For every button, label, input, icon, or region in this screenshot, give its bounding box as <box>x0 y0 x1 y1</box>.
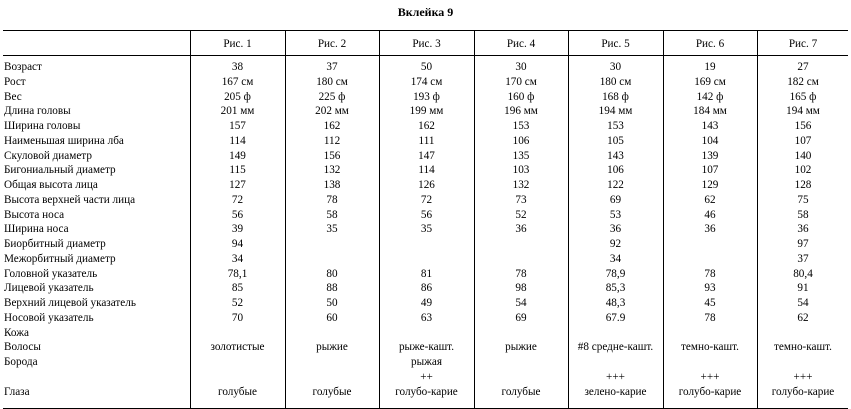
table-cell: 50 <box>420 61 433 73</box>
table-cell <box>474 252 568 267</box>
table-cell: 52 <box>515 208 527 221</box>
row-label: Скуловой диаметр <box>4 149 92 162</box>
table-cell: 45 <box>704 297 716 309</box>
table-cell: голубые <box>312 385 352 398</box>
table-cell: 67.9 <box>605 311 626 324</box>
table-cell: 37 <box>797 252 809 265</box>
table-cell: 127 <box>229 179 246 191</box>
table-cell: 34 <box>231 252 244 265</box>
table-cell: 72 <box>420 193 433 206</box>
table-cell: 139 <box>701 149 719 162</box>
table-cell: 91 <box>797 282 809 295</box>
table-cell: 225 ф <box>318 90 346 103</box>
table-cell: 162 <box>323 120 341 132</box>
row-label: Высота верхней части лица <box>4 193 136 206</box>
table-cell: 160 ф <box>507 90 535 103</box>
table-cell <box>474 355 568 370</box>
table-cell: 165 ф <box>789 90 817 103</box>
table-cell: рыже-кашт. <box>398 341 455 354</box>
table-cell <box>568 355 663 370</box>
table-cell <box>190 370 285 385</box>
table-cell: 86 <box>420 282 433 295</box>
table-cell: 60 <box>326 311 338 324</box>
table-cell: 53 <box>609 208 622 221</box>
column-header: Рис. 1 <box>223 38 252 50</box>
table-cell: зелено-карие <box>584 385 647 398</box>
table-cell: 126 <box>418 179 435 191</box>
table-cell: рыжие <box>316 341 348 354</box>
table-cell: 182 см <box>787 75 819 88</box>
table-cell: 167 см <box>221 75 254 88</box>
table-cell: 72 <box>231 193 244 206</box>
column-header: Рис. 5 <box>601 38 630 50</box>
table-cell <box>190 355 285 370</box>
row-label: Лицевой указатель <box>4 282 94 295</box>
table-cell: голубо-карие <box>678 385 742 398</box>
table-cell: 36 <box>704 223 716 236</box>
table-cell: 92 <box>609 238 622 250</box>
table-cell: 38 <box>231 61 244 73</box>
table-cell: 132 <box>512 179 530 191</box>
table-cell: рыжие <box>505 341 537 354</box>
table-cell: 168 ф <box>602 90 629 103</box>
table-cell: +++ <box>606 370 625 383</box>
table-cell <box>285 355 379 370</box>
table-cell: 205 ф <box>224 90 251 103</box>
table-cell: 70 <box>231 311 244 324</box>
table-cell <box>663 326 757 341</box>
table-cell: 93 <box>704 282 716 295</box>
table-cell: 78,1 <box>227 267 248 280</box>
table-cell: 56 <box>231 208 244 221</box>
table-cell: 128 <box>794 179 812 191</box>
table-cell: 19 <box>704 61 716 73</box>
table-cell <box>474 237 568 252</box>
table-cell: 78 <box>704 267 716 280</box>
table-cell: 135 <box>512 149 530 162</box>
table-cell: 78 <box>515 267 527 280</box>
table-cell: 85 <box>231 282 244 295</box>
row-label: Головной указатель <box>4 267 98 280</box>
table-cell: 30 <box>609 61 622 73</box>
table-header-rule <box>3 55 848 56</box>
table-cell <box>285 370 379 385</box>
row-label: Верхний лицевой указатель <box>4 297 136 309</box>
table-cell: 199 мм <box>409 105 444 118</box>
table-cell: 36 <box>515 223 527 236</box>
row-label: Высота носа <box>4 208 65 221</box>
table-cell: 153 <box>512 120 530 132</box>
table-cell: 157 <box>229 120 246 132</box>
table-cell: #8 средне-кашт. <box>577 341 654 354</box>
table-cell: 196 мм <box>504 105 538 118</box>
table-cell: 81 <box>420 267 433 280</box>
row-label: Борода <box>4 356 38 368</box>
table-cell <box>285 252 379 267</box>
table-cell: 85,3 <box>605 282 626 295</box>
table-cell: 49 <box>420 297 433 309</box>
table-cell: 107 <box>794 134 812 147</box>
row-label: Волосы <box>4 341 41 354</box>
table-cell: голубые <box>218 385 257 398</box>
table-cell: голубо-карие <box>771 385 835 398</box>
table-cell: 156 <box>323 149 341 162</box>
table-cell: 162 <box>418 120 435 132</box>
table-cell: 36 <box>797 223 809 236</box>
table-cell: 75 <box>797 193 809 206</box>
table-cell: 147 <box>418 149 435 162</box>
column-header: Рис. 3 <box>412 38 441 50</box>
table-cell: 62 <box>704 193 716 206</box>
table-cell: 156 <box>794 120 812 132</box>
table-cell: 107 <box>701 164 719 177</box>
table-cell: 129 <box>701 179 719 191</box>
table-cell: +++ <box>793 370 813 383</box>
table-cell: 174 см <box>410 75 443 88</box>
table-cell: 94 <box>231 238 244 250</box>
table-caption: Вклейка 9 <box>397 5 454 19</box>
table-cell <box>568 326 663 341</box>
table-cell: 111 <box>418 134 435 147</box>
table-cell: ++ <box>420 370 433 383</box>
row-label: Бигониальный диаметр <box>4 164 116 177</box>
row-label: Возраст <box>4 61 42 73</box>
table-cell: 180 см <box>599 75 632 88</box>
table-cell: 58 <box>797 208 809 221</box>
table-cell: 35 <box>420 223 433 236</box>
table-cell <box>663 355 757 370</box>
table-cell: 58 <box>326 208 338 221</box>
table-cell: 73 <box>515 193 527 206</box>
table-cell: 69 <box>515 311 527 324</box>
column-header: Рис. 6 <box>695 38 725 50</box>
table-cell <box>285 237 379 252</box>
table-cell <box>190 326 285 341</box>
table-cell: 106 <box>607 164 624 177</box>
table-cell: 54 <box>797 297 809 309</box>
table-cell: 78 <box>326 193 338 206</box>
table-cell: 102 <box>794 164 812 177</box>
row-label: Глаза <box>4 385 30 398</box>
row-label: Наименьшая ширина лба <box>4 134 124 147</box>
table-cell: 170 см <box>505 75 537 88</box>
table-cell: темно-кашт. <box>681 341 739 354</box>
table-cell: 63 <box>420 311 433 324</box>
table-cell: 48,3 <box>605 297 626 309</box>
table-cell: 104 <box>701 134 719 147</box>
table-cell: темно-кашт. <box>774 341 832 354</box>
table-cell: 149 <box>229 149 246 162</box>
table-cell: 115 <box>229 164 246 177</box>
table-cell: +++ <box>700 370 720 383</box>
table-cell <box>474 370 568 385</box>
table-top-rule <box>3 30 848 31</box>
table-cell: 39 <box>231 223 244 236</box>
row-label <box>4 370 189 385</box>
row-label: Вес <box>4 90 22 103</box>
table-cell: 88 <box>326 282 338 295</box>
table-cell: 97 <box>797 238 809 250</box>
row-label: Межорбитный диаметр <box>4 252 116 265</box>
table-cell: 122 <box>607 179 624 191</box>
table-cell: 80 <box>326 267 338 280</box>
table-cell: 56 <box>420 208 433 221</box>
table-cell: 143 <box>607 149 624 162</box>
table-cell <box>757 355 849 370</box>
table-cell: 62 <box>797 311 809 324</box>
table-cell: 78,9 <box>605 267 626 280</box>
table-cell: 35 <box>326 223 338 236</box>
table-cell: 194 мм <box>786 105 820 118</box>
table-cell: 36 <box>609 223 622 236</box>
table-cell: 112 <box>323 134 341 147</box>
table-cell: 180 см <box>316 75 348 88</box>
table-cell <box>379 252 474 267</box>
table-cell <box>285 326 379 341</box>
table-cell: 105 <box>607 134 624 147</box>
row-label: Ширина носа <box>4 223 69 236</box>
row-label: Рост <box>4 75 26 88</box>
table-cell: 50 <box>326 297 338 309</box>
table-cell: рыжая <box>411 356 442 368</box>
table-cell: голубо-карие <box>395 385 458 398</box>
table-cell: 202 мм <box>315 105 349 118</box>
table-cell: 194 мм <box>598 105 633 118</box>
table-cell: 103 <box>512 164 530 177</box>
table-cell: 37 <box>326 61 338 73</box>
table-cell: 193 ф <box>413 90 440 103</box>
table-cell <box>474 326 568 341</box>
table-cell: 114 <box>418 164 435 177</box>
table-cell: 80,4 <box>793 267 813 280</box>
row-label: Кожа <box>4 326 29 339</box>
table-cell: 30 <box>515 61 527 73</box>
table-cell: 153 <box>607 120 624 132</box>
table-cell: 142 ф <box>696 90 724 103</box>
row-label: Ширина головы <box>4 120 81 132</box>
row-label: Биорбитный диаметр <box>4 238 106 250</box>
table-cell: 54 <box>515 297 527 309</box>
table-cell: 114 <box>229 134 246 147</box>
table-cell: 106 <box>512 134 530 147</box>
table-cell: 169 см <box>694 75 726 88</box>
table-cell: 143 <box>701 120 719 132</box>
table-cell: 201 мм <box>220 105 255 118</box>
table-cell: 52 <box>231 297 244 309</box>
column-header: Рис. 2 <box>317 38 347 50</box>
table-cell: 34 <box>609 252 622 265</box>
table-cell: 78 <box>704 311 716 324</box>
row-label: Общая высота лица <box>4 179 98 191</box>
table-cell: 46 <box>704 208 716 221</box>
table-cell <box>757 326 849 341</box>
table-cell <box>379 237 474 252</box>
table-cell: 98 <box>515 282 527 295</box>
table-cell <box>663 252 757 267</box>
table-cell: 27 <box>797 61 809 73</box>
table-cell: 184 мм <box>693 105 727 118</box>
row-label: Носовой указатель <box>4 311 94 324</box>
table-cell <box>663 237 757 252</box>
table-cell: голубые <box>501 385 541 398</box>
row-label: Длина головы <box>4 105 71 118</box>
table-cell: 138 <box>323 179 341 191</box>
table-cell: 140 <box>794 149 812 162</box>
table-cell: 132 <box>323 164 341 177</box>
column-header: Рис. 4 <box>506 38 536 50</box>
table-cell: золотистые <box>210 341 265 354</box>
column-header: Рис. 7 <box>788 38 818 50</box>
table-cell: 69 <box>609 193 622 206</box>
table-cell <box>379 326 474 341</box>
